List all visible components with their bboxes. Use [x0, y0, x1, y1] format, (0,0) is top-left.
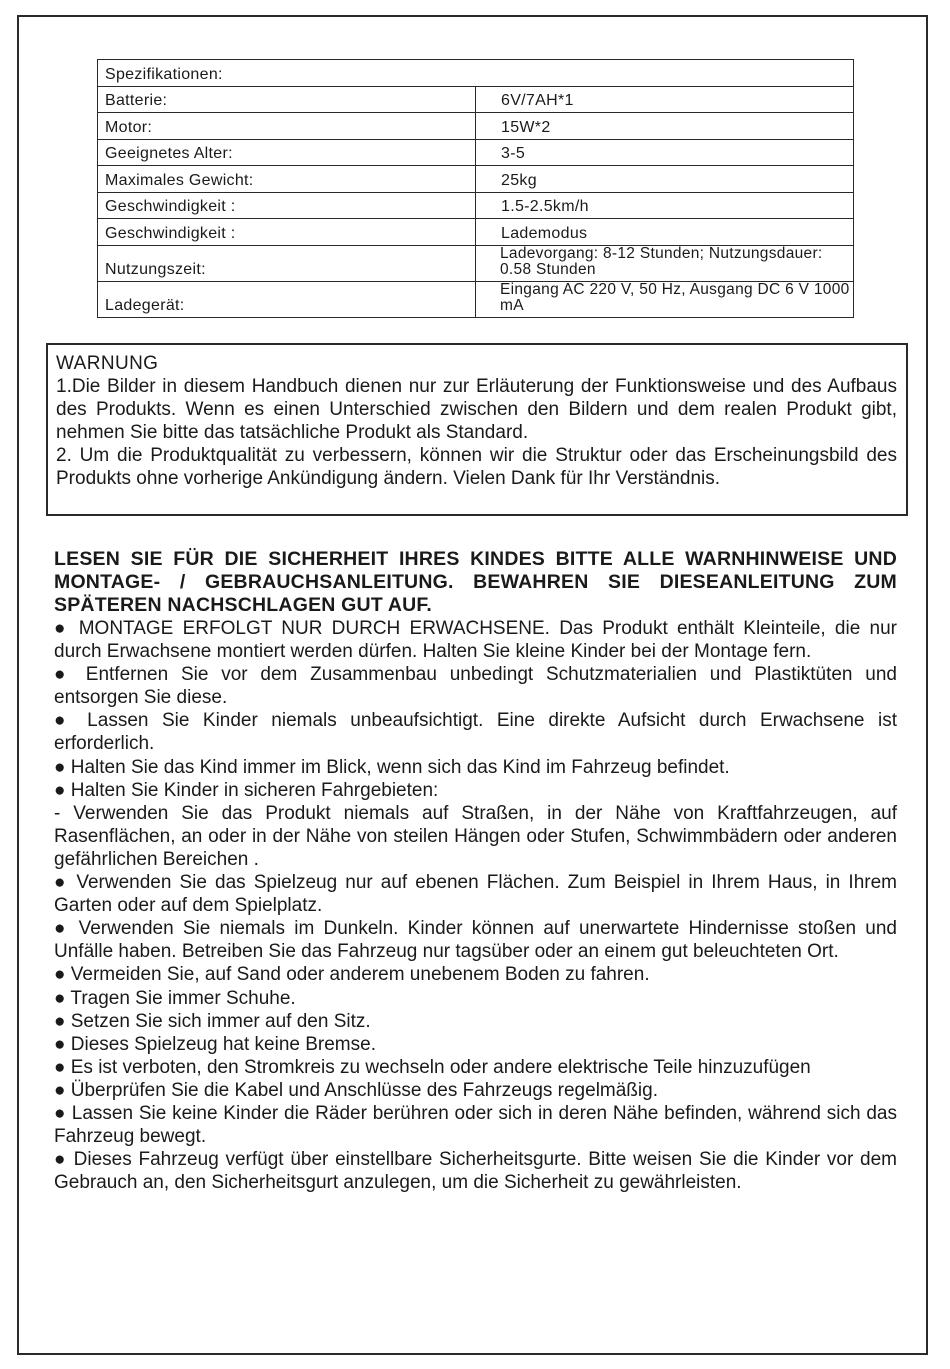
- spec-value: Eingang AC 220 V, 50 Hz, Ausgang DC 6 V 1000 mA: [476, 281, 854, 317]
- spec-value: Ladevorgang: 8-12 Stunden; Nutzungsdauer: 0.58 Stunden: [476, 245, 854, 281]
- spec-value: 3-5: [476, 139, 854, 166]
- table-row: [98, 86, 854, 113]
- spec-value: 25kg: [476, 166, 854, 193]
- spec-label: Geeignetes Alter:: [98, 139, 476, 166]
- safety-heading: LESEN SIE FÜR DIE SICHERHEIT IHRES KINDES BITTE ALLE WARNHINWEISE UND MONTAGE- / GEBRAUCHSANLEITUNG. BEWAHREN SIE DIESEANLEITUNG ZUM SPÄTEREN NACHSCHLAGEN GUT AUF.: [54, 548, 897, 616]
- table-row: [98, 192, 854, 219]
- spec-value: 1.5-2.5km/h: [476, 192, 854, 219]
- spec-label: Motor:: [98, 113, 476, 140]
- spec-label: Maximales Gewicht:: [98, 166, 476, 193]
- spec-value: 6V/7AH*1: [476, 86, 854, 113]
- list-item: ● Es ist verboten, den Stromkreis zu wechseln oder andere elektrische Teile hinzuzufügen: [54, 1056, 811, 1078]
- list-item: ● Halten Sie Kinder in sicheren Fahrgebieten:: [54, 779, 439, 801]
- list-item: - Verwenden Sie das Produkt niemals auf Straßen, in der Nähe von Kraftfahrzeugen, auf Rasenflächen, an oder in der Nähe von steilen Hängen oder Stufen, Schwimmbädern oder anderen gefährlichen Bereichen .: [54, 802, 897, 870]
- list-item: ● Verwenden Sie niemals im Dunkeln. Kinder können auf unerwartete Hindernisse stoßen und Unfälle haben. Betreiben Sie das Fahrzeug nur tagsüber oder an einem gut beleuchteten Ort.: [54, 918, 897, 963]
- list-item: ● Vermeiden Sie, auf Sand oder anderem unebenem Boden zu fahren.: [54, 964, 650, 986]
- warning-title: WARNUNG: [56, 353, 159, 374]
- warning-paragraph: 2. Um die Produktqualität zu verbessern, können wir die Struktur oder das Erscheinungsbild des Produkts ohne vorherige Ankündigung ändern. Vielen Dank für Ihr Verständnis.: [56, 445, 897, 489]
- spec-header: Spezifikationen:: [98, 60, 854, 87]
- table-row: [98, 281, 854, 317]
- spec-label: Geschwindigkeit :: [98, 219, 476, 246]
- list-item: ● Überprüfen Sie die Kabel und Anschlüsse des Fahrzeugs regelmäßig.: [54, 1079, 658, 1101]
- table-row: [98, 219, 854, 246]
- list-item: ● Lassen Sie Kinder niemals unbeaufsichtigt. Eine direkte Aufsicht durch Erwachsene ist erforderlich.: [54, 710, 897, 755]
- spec-label: Ladegerät:: [98, 281, 476, 317]
- table-row: [98, 245, 854, 281]
- list-item: ● Tragen Sie immer Schuhe.: [54, 987, 296, 1009]
- safety-instructions: [54, 548, 897, 1194]
- spec-value: 15W*2: [476, 113, 854, 140]
- list-item: ● Setzen Sie sich immer auf den Sitz.: [54, 1010, 371, 1032]
- spec-value: Lademodus: [476, 219, 854, 246]
- table-row: [98, 166, 854, 193]
- list-item: ● Verwenden Sie das Spielzeug nur auf ebenen Flächen. Zum Beispiel in Ihrem Haus, in Ihrem Garten oder auf dem Spielplatz.: [54, 872, 897, 917]
- spec-label: Geschwindigkeit :: [98, 192, 476, 219]
- list-item: ● Lassen Sie keine Kinder die Räder berühren oder sich in deren Nähe befinden, während sich das Fahrzeug bewegt.: [54, 1102, 897, 1148]
- list-item: ● Dieses Fahrzeug verfügt über einstellbare Sicherheitsgurte. Bitte weisen Sie die Kinder vor dem Gebrauch an, den Sicherheitsgurt anzulegen, um die Sicherheit zu gewährleisten.: [54, 1149, 897, 1194]
- table-row: [98, 139, 854, 166]
- list-item: ● Dieses Spielzeug hat keine Bremse.: [54, 1033, 376, 1055]
- spec-label: Batterie:: [98, 86, 476, 113]
- spec-label: Nutzungszeit:: [98, 245, 476, 281]
- list-item: ● Entfernen Sie vor dem Zusammenbau unbedingt Schutzmaterialien und Plastiktüten und entsorgen Sie diese.: [54, 664, 897, 709]
- table-row: [98, 113, 854, 140]
- list-item: ● MONTAGE ERFOLGT NUR DURCH ERWACHSENE. Das Produkt enthält Kleinteile, die nur durch Erwachsene montiert werden dürfen. Halten Sie kleine Kinder bei der Montage fern.: [54, 618, 897, 663]
- list-item: ● Halten Sie das Kind immer im Blick, wenn sich das Kind im Fahrzeug befindet.: [54, 756, 730, 778]
- table-row: [98, 60, 854, 87]
- warning-box: [46, 343, 908, 516]
- warning-paragraph: 1.Die Bilder in diesem Handbuch dienen nur zur Erläuterung der Funktionsweise und des Aufbaus des Produkts. Wenn es einen Unterschied zwischen den Bildern und dem realen Produkt gibt, nehmen Sie bitte das tatsächliche Produkt als Standard.: [56, 376, 897, 443]
- specifications-table: [97, 59, 854, 318]
